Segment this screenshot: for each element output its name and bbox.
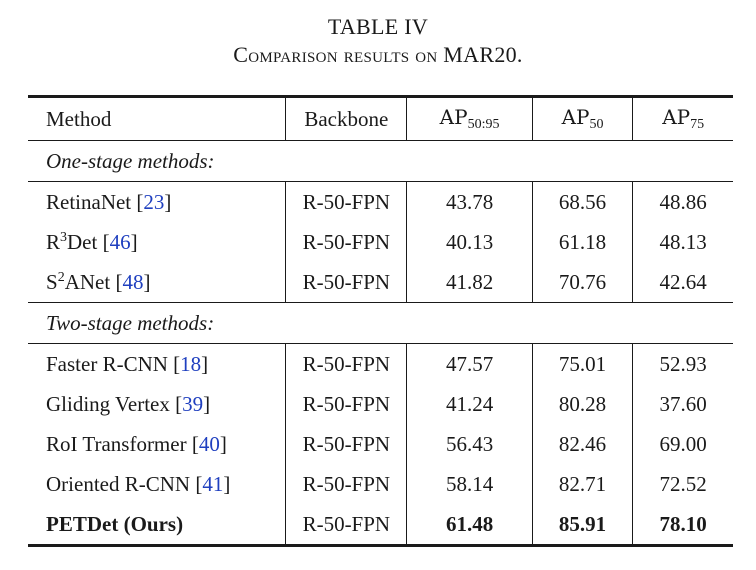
- ap-50-95-cell: 61.48: [407, 504, 532, 546]
- method-name: RoI Transformer: [46, 431, 187, 456]
- header-backbone: Backbone: [286, 97, 407, 141]
- method-cell: [28, 262, 286, 303]
- group-row-two-stage: [28, 303, 733, 344]
- method-cell: [28, 384, 286, 424]
- ap-50-cell: 82.46: [532, 424, 633, 464]
- reference-link[interactable]: [18]: [173, 351, 209, 376]
- backbone-cell: R-50-FPN: [286, 262, 407, 303]
- ap-label: AP: [662, 105, 691, 129]
- table-caption: Comparison results on MAR20.: [233, 42, 523, 67]
- reference-link[interactable]: [39]: [175, 391, 211, 416]
- ap-subscript: 50: [589, 117, 604, 132]
- method-cell: PETDet (Ours): [28, 504, 286, 546]
- backbone-cell: R-50-FPN: [286, 504, 407, 546]
- header-ap-50: [532, 97, 633, 141]
- table-row: [28, 182, 733, 223]
- table-row: [28, 424, 733, 464]
- ap-50-cell: 75.01: [532, 344, 633, 385]
- backbone-cell: R-50-FPN: [286, 384, 407, 424]
- ap-75-cell: 69.00: [633, 424, 733, 464]
- ap-50-95-cell: 40.13: [445, 229, 494, 254]
- ap-75-cell: 48.86: [633, 182, 733, 223]
- ap-50-cell: 68.56: [532, 182, 633, 223]
- ap-50-cell: 80.28: [532, 384, 633, 424]
- table-row: [28, 344, 733, 385]
- ap-50-95-cell: 43.78: [445, 189, 494, 214]
- method-cell: [28, 344, 286, 385]
- method-name: $S^2ANet$: [46, 269, 111, 294]
- table-row: [28, 262, 733, 303]
- method-name: RetinaNet: [46, 189, 132, 214]
- ap-50-95-cell: 41.82: [407, 262, 532, 303]
- table-row: [28, 464, 733, 504]
- table-header-row: [28, 97, 733, 141]
- header-ap-75: [633, 97, 733, 141]
- ap-50-95-cell: 47.57: [445, 351, 494, 376]
- ap-50-cell: 61.18: [532, 222, 633, 262]
- ap-50-cell: 85.91: [532, 504, 633, 546]
- ap-50-95-cell: 41.24: [445, 391, 494, 416]
- method-name: $R^3Det$: [46, 229, 98, 254]
- ap-50-95-cell: 56.43: [445, 431, 494, 456]
- reference-link[interactable]: [23]: [136, 189, 172, 214]
- ap-75-cell: 52.93: [633, 344, 733, 385]
- ap-75-cell: 37.60: [633, 384, 733, 424]
- reference-link[interactable]: [41]: [195, 471, 231, 496]
- ap-75-cell: 72.52: [633, 464, 733, 504]
- ap-subscript: 50:95: [467, 117, 500, 132]
- ap-75-cell: 48.13: [633, 222, 733, 262]
- reference-link[interactable]: [40]: [191, 431, 227, 456]
- comparison-table: [28, 95, 733, 547]
- ap-75-cell: 78.10: [633, 504, 733, 546]
- ap-label: AP: [561, 105, 590, 129]
- method-cell: [28, 182, 286, 223]
- backbone-cell: R-50-FPN: [286, 424, 407, 464]
- method-name: Gliding Vertex: [46, 391, 170, 416]
- backbone-cell: R-50-FPN: [286, 182, 407, 223]
- table-number: TABLE IV: [327, 14, 429, 39]
- method-name: Oriented R-CNN: [46, 471, 191, 496]
- reference-link[interactable]: [48]: [115, 269, 151, 294]
- ap-50-95-cell: 58.14: [445, 471, 494, 496]
- header-method: Method: [28, 97, 286, 141]
- method-cell: [28, 464, 286, 504]
- ap-50-cell: 82.71: [532, 464, 633, 504]
- reference-link[interactable]: [46]: [102, 229, 138, 254]
- group-row-one-stage: [28, 141, 733, 182]
- backbone-cell: R-50-FPN: [286, 222, 407, 262]
- method-cell: [28, 424, 286, 464]
- table-row-ours: [28, 504, 733, 546]
- method-name: Faster R-CNN: [46, 351, 168, 376]
- ap-subscript: 75: [690, 117, 705, 132]
- method-cell: [28, 222, 286, 262]
- backbone-cell: R-50-FPN: [286, 344, 407, 385]
- group-label-one-stage: One-stage methods:: [28, 141, 733, 182]
- table-row: [28, 384, 733, 424]
- ap-label: AP: [439, 105, 468, 129]
- table-row: [28, 222, 733, 262]
- ap-50-cell: 70.76: [532, 262, 633, 303]
- group-label-two-stage: Two-stage methods:: [28, 303, 733, 344]
- header-ap-50-95: [407, 97, 532, 141]
- backbone-cell: R-50-FPN: [286, 464, 407, 504]
- ap-75-cell: 42.64: [633, 262, 733, 303]
